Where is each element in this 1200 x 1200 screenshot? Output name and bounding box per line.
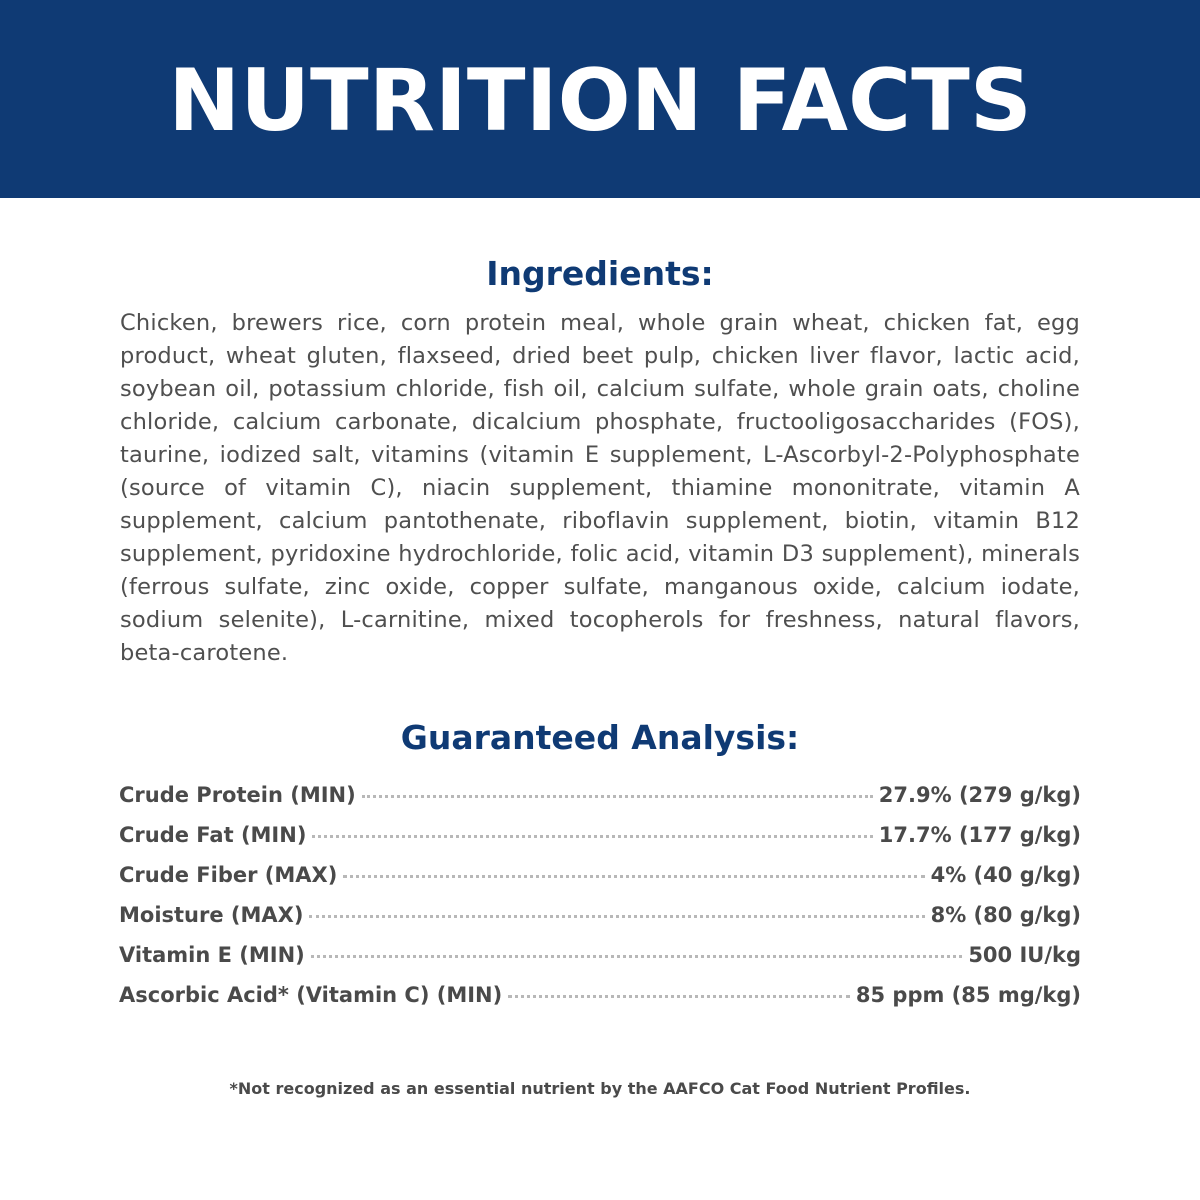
dot-leader <box>309 915 924 918</box>
analysis-value: 85 ppm (85 mg/kg) <box>855 983 1081 1007</box>
analysis-value: 27.9% (279 g/kg) <box>878 783 1081 807</box>
analysis-row-moisture <box>119 903 1081 943</box>
header-banner <box>0 0 1200 198</box>
analysis-label: Crude Fat (MIN) <box>119 823 307 847</box>
guaranteed-analysis-heading: Guaranteed Analysis: <box>400 718 800 757</box>
analysis-value: 4% (40 g/kg) <box>930 863 1081 887</box>
analysis-value: 500 IU/kg <box>968 943 1081 967</box>
analysis-label: Crude Fiber (MAX) <box>119 863 338 887</box>
ingredients-text: Chicken, brewers rice, corn protein meal, whole grain wheat, chicken fat, egg product, wheat gluten, flaxseed, dried beet pulp, chicken liver flavor, lactic acid, soybean oil, potassium chloride, fish oil, calcium sulfate, whole grain oats, choline chloride, calcium carbonate, dicalcium phosphate, fructooligosaccharides (FOS), taurine, iodized salt, vitamins (vitamin E supplement, L-Ascorbyl-2-Polyphosphate (source of vitamin C), niacin supplement, thiamine mononitrate, vitamin A supplement, calcium pantothenate, riboflavin supplement, biotin, vitamin B12 supplement, pyridoxine hydrochloride, folic acid, vitamin D3 supplement), minerals (ferrous sulfate, zinc oxide, copper sulfate, manganous oxide, calcium iodate, sodium selenite), L-carnitine, mixed tocopherols for freshness, natural flavors, beta-carotene. <box>120 310 1080 666</box>
analysis-value: 17.7% (177 g/kg) <box>878 823 1081 847</box>
dot-leader <box>343 875 924 878</box>
analysis-value: 8% (80 g/kg) <box>930 903 1081 927</box>
dot-leader <box>508 995 850 998</box>
ingredients-heading: Ingredients: <box>486 254 714 293</box>
analysis-row-vitamin-e <box>119 943 1081 983</box>
analysis-label: Crude Protein (MIN) <box>119 783 356 807</box>
analysis-row-crude-fiber <box>119 863 1081 903</box>
analysis-row-crude-protein <box>119 783 1081 823</box>
page-title: NUTRITION FACTS <box>168 51 1032 151</box>
footnote: *Not recognized as an essential nutrient by the AAFCO Cat Food Nutrient Profiles. <box>229 1079 971 1098</box>
dot-leader <box>312 835 872 838</box>
dot-leader <box>311 955 963 958</box>
analysis-label: Moisture (MAX) <box>119 903 304 927</box>
analysis-label: Vitamin E (MIN) <box>119 943 305 967</box>
guaranteed-analysis-list <box>119 783 1081 1023</box>
dot-leader <box>362 795 873 798</box>
analysis-row-crude-fat <box>119 823 1081 863</box>
analysis-row-ascorbic-acid <box>119 983 1081 1023</box>
analysis-label: Ascorbic Acid* (Vitamin C) (MIN) <box>119 983 503 1007</box>
